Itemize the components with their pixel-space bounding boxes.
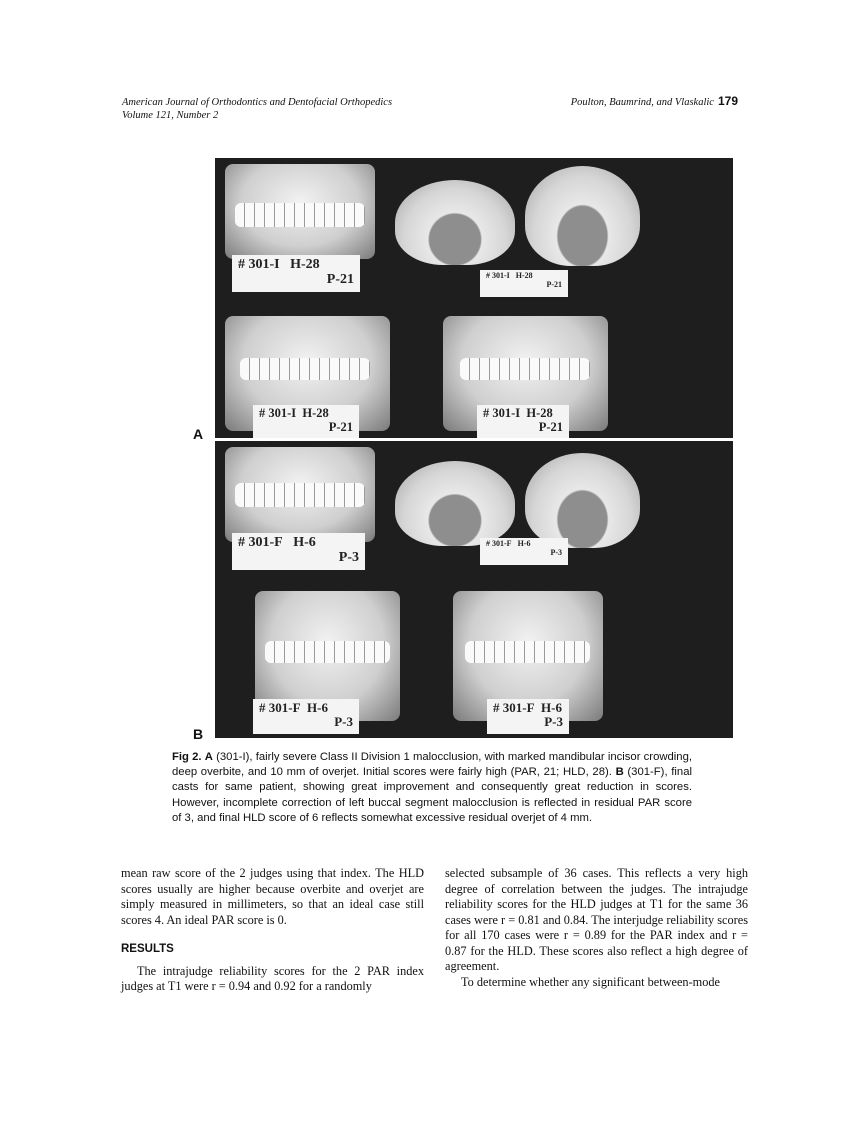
teeth <box>265 641 390 663</box>
caption-b-text: (301-F), final casts for same patient, showing great improvement and consequently great reduction in scores. However, incomplete correction of left buccal segment malocclusion is reflected in residual PAR score of 3, and final HLD score of 6 reflects somewhat excessive residual overjet of 4 mm. <box>172 766 692 824</box>
caption-b-marker: B <box>615 766 624 779</box>
figure-2 <box>215 158 733 738</box>
upper-arch-photo <box>395 461 515 546</box>
teeth <box>235 203 365 227</box>
cast-label: # 301-I H-28 P-21 <box>480 270 568 297</box>
cast-label: # 301-F H-6 P-3 <box>253 699 359 734</box>
cast-label: # 301-F H-6 P-3 <box>232 533 365 570</box>
cast-label: # 301-I H-28 P-21 <box>253 405 359 438</box>
journal-volume: Volume 121, Number 2 <box>122 110 219 121</box>
right-column <box>445 866 748 990</box>
paragraph: mean raw score of the 2 judges using that index. The HLD scores usually are higher because overbite and overjet are simply measured in millimeters, so that an ideal case still scores 4. An ideal PAR score is 0. <box>121 866 424 927</box>
running-header-left <box>122 96 392 122</box>
panel-b-photo <box>215 441 733 738</box>
caption-fig-number: Fig 2. <box>172 751 202 763</box>
panel-a-label: A <box>193 426 204 442</box>
section-heading-results: RESULTS <box>121 943 174 955</box>
running-header-right <box>571 95 738 109</box>
page-number: 179 <box>717 94 738 108</box>
caption-a-marker: A <box>204 751 213 763</box>
left-column <box>121 866 424 995</box>
lower-arch-photo <box>525 166 640 266</box>
upper-arch-photo <box>395 180 515 265</box>
paragraph: selected subsample of 36 cases. This reflects a very high degree of correlation between the judges. The intrajudge reliability scores for the HLD judges at T1 for the same 36 cases were r = 0.81 and 0.84. The interjudge reliability scores for all 170 cases were r = 0.89 for the PAR index and r = 0.87 for the HLD. These scores also reflect a high degree of agreement. <box>445 866 748 973</box>
teeth <box>240 358 370 380</box>
paragraph: The intrajudge reliability scores for the 2 PAR index judges at T1 were r = 0.94 and 0.92 for a randomly <box>121 963 424 993</box>
cast-label: # 301-I H-28 P-21 <box>232 255 360 292</box>
caption-a-text: (301-I), fairly severe Class II Division 1 malocclusion, with marked mandibular incisor crowding, deep overbite, and 10 mm of overjet. Initial scores were fairly high (PAR, 21; HLD, 28). <box>172 751 693 779</box>
paragraph: To determine whether any significant between-mode <box>461 974 720 989</box>
lower-arch-photo <box>525 453 640 548</box>
panel-b-label: B <box>193 726 204 742</box>
teeth <box>460 358 590 380</box>
teeth <box>465 641 590 663</box>
authors: Poulton, Baumrind, and Vlaskalic <box>570 97 714 108</box>
figure-caption <box>172 750 692 826</box>
cast-label: # 301-F H-6 P-3 <box>487 699 569 734</box>
cast-label: # 301-F H-6 P-3 <box>480 538 568 565</box>
cast-label: # 301-I H-28 P-21 <box>477 405 569 438</box>
journal-title: American Journal of Orthodontics and Dentofacial Orthopedics <box>122 97 393 108</box>
panel-a-photo <box>215 158 733 438</box>
teeth <box>235 483 365 507</box>
